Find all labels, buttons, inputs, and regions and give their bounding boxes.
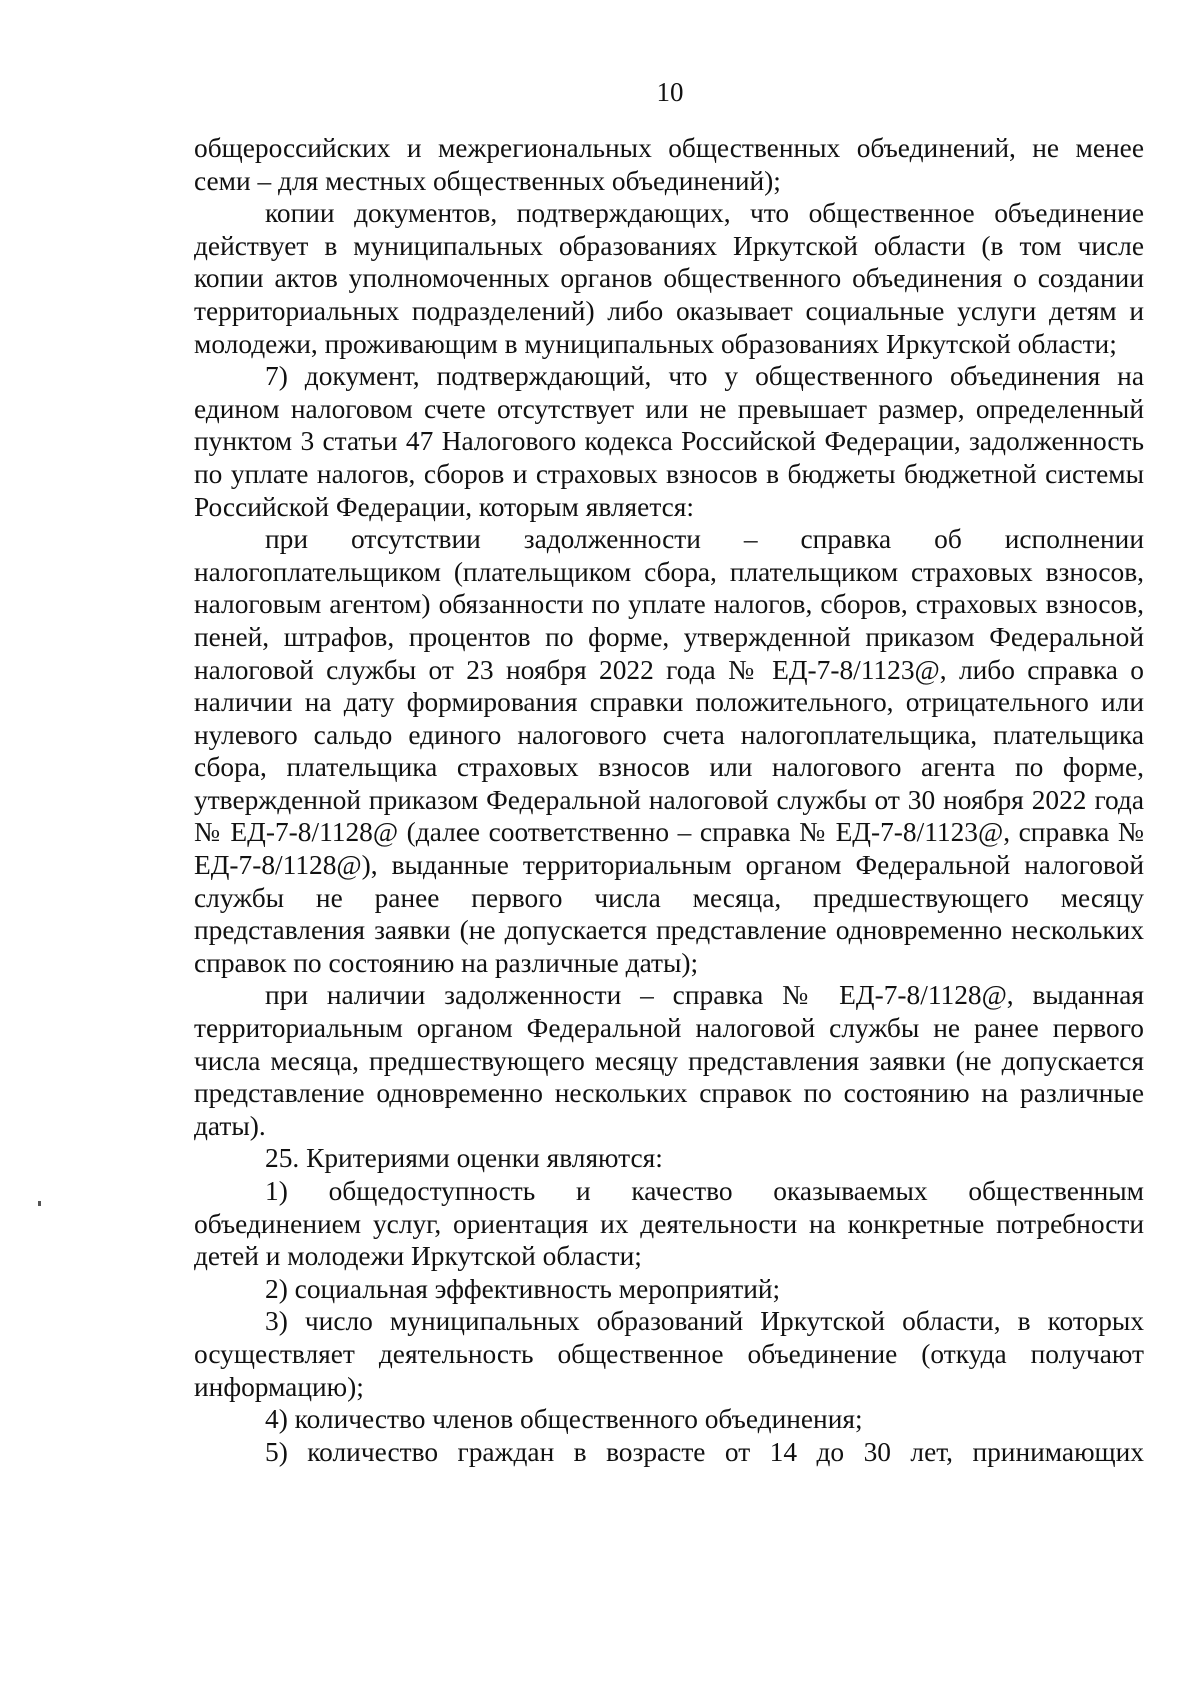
paragraph-no-debt: при отсутствии задолженности – справка об исполнении налогоплательщиком (плательщиком сбора, плательщиком страховых взносов, налоговым агентом) обязанности по уплате налогов, сборов, страховых взносов, пеней, штрафов, процентов по форме, утвержденной приказом Федеральной налоговой службы от 23 ноября 2022 года № ЕД-7-8/1123@, либо справка о наличии на дату формирования справки положительного, отрицательного или нулевого сальдо единого налогового счета налогоплательщика, плательщика сбора, плательщика страховых взносов или налогового агента по форме, утвержденной приказом Федеральной налоговой службы от 30 ноября 2022 года № ЕД-7-8/1128@ (далее соответственно – справка № ЕД-7-8/1123@, справка № ЕД-7-8/1128@), выданные территориальным органом Федеральной налоговой службы не ранее первого числа месяца, предшествующего месяцу представления заявки (не допускается представление одновременно нескольких справок по состоянию на различные даты); — [194, 524, 1144, 978]
paragraph-criterion-1: 1) общедоступность и качество оказываемых общественным объединением услуг, ориентация их деятельности на конкретные потребности детей и молодежи Иркутской области; — [194, 1176, 1144, 1272]
paragraph-section-25: 25. Критериями оценки являются: — [265, 1143, 663, 1174]
paragraph-item-7: 7) документ, подтверждающий, что у общественного объединения на едином налоговом счете отсутствует или не превышает размер, определенный пунктом 3 статьи 47 Налогового кодекса Российской Федерации, задолженность по уплате налогов, сборов и страховых взносов в бюджеты бюджетной системы Российской Федерации, которым является: — [194, 361, 1144, 522]
scan-speck — [38, 1201, 41, 1206]
paragraph-criterion-4: 4) количество членов общественного объединения; — [265, 1404, 863, 1435]
document-body — [194, 132, 1144, 1468]
paragraph-criterion-3: 3) число муниципальных образований Иркутской области, в которых осуществляет деятельность общественное объединение (откуда получают информацию); — [194, 1306, 1144, 1402]
paragraph-documents-copies: копии документов, подтверждающих, что общественное объединение действует в муниципальных образованиях Иркутской области (в том числе копии актов уполномоченных органов общественного объединения о создании территориальных подразделений) либо оказывает социальные услуги детям и молодежи, проживающим в муниципальных образованиях Иркутской области; — [194, 198, 1144, 359]
page-number: 10 — [656, 77, 684, 107]
paragraph-criterion-5: 5) количество граждан в возрасте от 14 до 30 лет, принимающих — [265, 1436, 1144, 1467]
paragraph-with-debt: при наличии задолженности – справка № ЕД-7-8/1128@, выданная территориальным органом Федеральной налоговой службы не ранее первого числа месяца, предшествующего месяцу представления заявки (не допускается представление одновременно нескольких справок по состоянию на различные даты). — [194, 980, 1144, 1141]
paragraph-criterion-2: 2) социальная эффективность мероприятий; — [265, 1273, 781, 1304]
paragraph-continuation: общероссийских и межрегиональных общественных объединений, не менее семи – для местных общественных объединений); — [194, 133, 1144, 196]
